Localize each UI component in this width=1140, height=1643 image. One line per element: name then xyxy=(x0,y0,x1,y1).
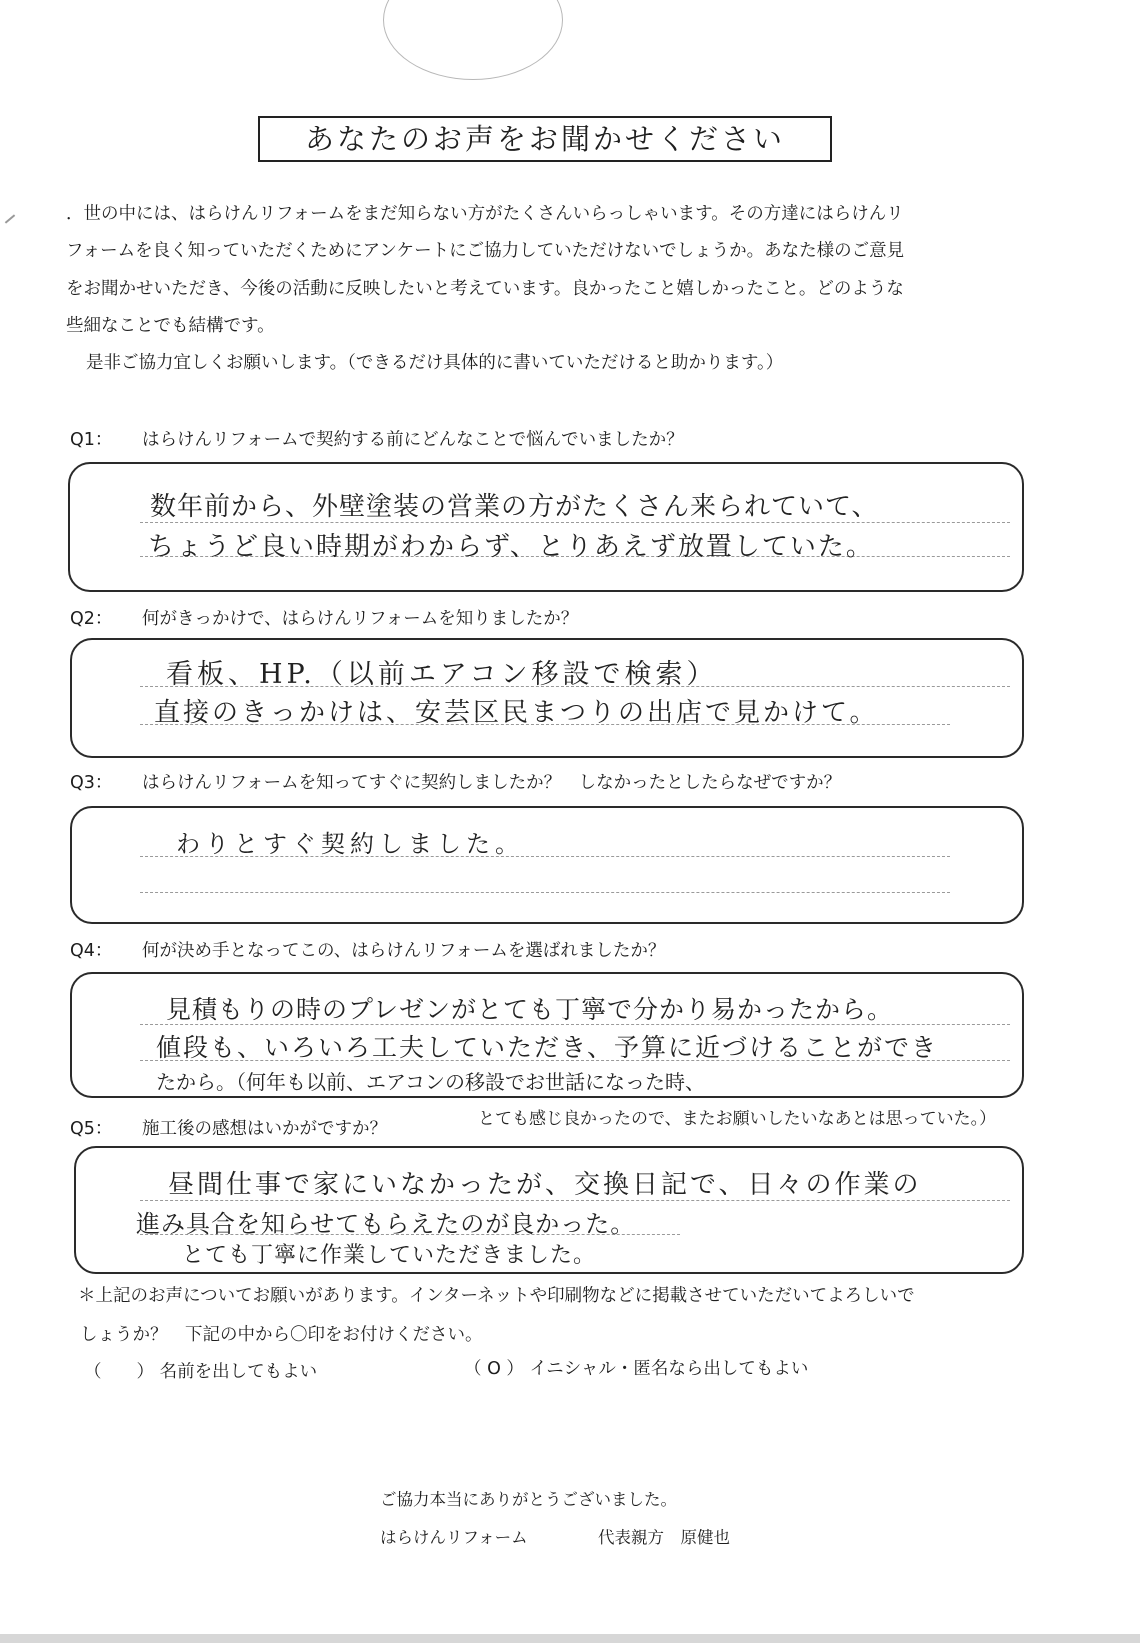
intro-line: をお聞かせいただき、今後の活動に反映したいと考えています。良かったこと嬉しかったこと。どのような xyxy=(66,279,904,299)
guide-line xyxy=(140,892,950,893)
handwritten-answer: わりとすぐ契約しました。 xyxy=(176,830,524,858)
consent-option-name[interactable] xyxy=(84,1360,317,1384)
question-text: 施工後の感想はいかがですか？ xyxy=(142,1119,387,1139)
question-number: Q4： xyxy=(70,941,113,961)
handwritten-answer: 昼間仕事で家にいなかったが、交換日記で、日々の作業の xyxy=(168,1170,922,1200)
question-number: Q5： xyxy=(70,1119,113,1139)
question-4 xyxy=(70,939,665,963)
option-mark-selected[interactable]: （ O ） xyxy=(464,1359,524,1379)
intro-line: フォームを良く知っていただくためにアンケートにご協力していただけないでしょうか。あなた様のご意見 xyxy=(66,241,905,261)
handwritten-answer: 看板、HP.（以前エアコン移設で検索） xyxy=(166,659,718,690)
scan-edge xyxy=(0,1634,1140,1643)
question-text: はらけんリフォームで契約する前にどんなことで悩んでいましたか？ xyxy=(142,430,684,450)
question-number: Q1： xyxy=(70,430,113,450)
handwritten-answer: とても感じ良かったので、またお願いしたいなあとは思っていた。） xyxy=(478,1109,997,1129)
question-number: Q2： xyxy=(70,609,113,629)
thanks-message: ご協力本当にありがとうございました。 xyxy=(380,1490,677,1509)
question-1 xyxy=(70,428,684,452)
question-number: Q3： xyxy=(70,773,113,793)
question-text: 何が決め手となってこの、はらけんリフォームを選ばれましたか？ xyxy=(142,941,666,961)
company-name: はらけんリフォーム xyxy=(380,1528,528,1547)
consent-option-initial[interactable] xyxy=(464,1357,808,1381)
intro-request: 是非ご協力宜しくお願いします。（できるだけ具体的に書いていただけると助かります。） xyxy=(86,353,784,373)
option-label: 名前を出してもよい xyxy=(159,1362,318,1382)
handwritten-answer: 値段も、いろいろ工夫していただき、予算に近づけることができ xyxy=(156,1033,939,1062)
question-2 xyxy=(70,607,578,631)
consent-request: ＊上記のお声についてお願いがあります。インターネットや印刷物などに掲載させていただいてよろしいで xyxy=(78,1286,915,1306)
consent-instruction: しょうか？ 下記の中から〇印をお付けください。 xyxy=(80,1325,483,1345)
punch-hole xyxy=(383,0,563,80)
handwritten-answer: 進み具合を知らせてもらえたのが良かった。 xyxy=(136,1210,636,1238)
handwritten-answer: たから。（何年も以前、エアコンの移設でお世話になった時、 xyxy=(156,1070,705,1094)
intro-line: 些細なことでも結構です。 xyxy=(66,316,275,336)
question-3 xyxy=(70,771,841,795)
handwritten-answer: とても丁寧に作業していただきました。 xyxy=(182,1243,597,1268)
option-mark[interactable]: （ ） xyxy=(84,1362,154,1382)
handwritten-answer: 直接のきっかけは、安芸区民まつりの出店で見かけて。 xyxy=(154,698,879,728)
option-label: イニシャル・匿名なら出してもよい xyxy=(529,1359,809,1379)
intro-line: 世の中には、はらけんリフォームをまだ知らない方がたくさんいらっしゃいます。その方達にはらけんリ xyxy=(83,204,904,224)
question-text: 何がきっかけで、はらけんリフォームを知りましたか？ xyxy=(142,609,579,629)
question-5 xyxy=(70,1117,387,1141)
question-text: はらけんリフォームを知ってすぐに契約しましたか？ しなかったとしたらなぜですか？ xyxy=(142,773,842,793)
representative-name: 代表親方 原健也 xyxy=(598,1528,730,1547)
scan-mark xyxy=(5,214,15,223)
handwritten-answer: ちょうど良い時期がわからず、とりあえず放置していた。 xyxy=(148,532,874,562)
survey-title: あなたのお声をお聞かせください xyxy=(258,116,832,162)
handwritten-answer: 数年前から、外壁塗装の営業の方がたくさん来られていて、 xyxy=(150,492,879,522)
handwritten-answer: 見積もりの時のプレゼンがとても丁寧で分かり易かったから。 xyxy=(166,995,894,1024)
